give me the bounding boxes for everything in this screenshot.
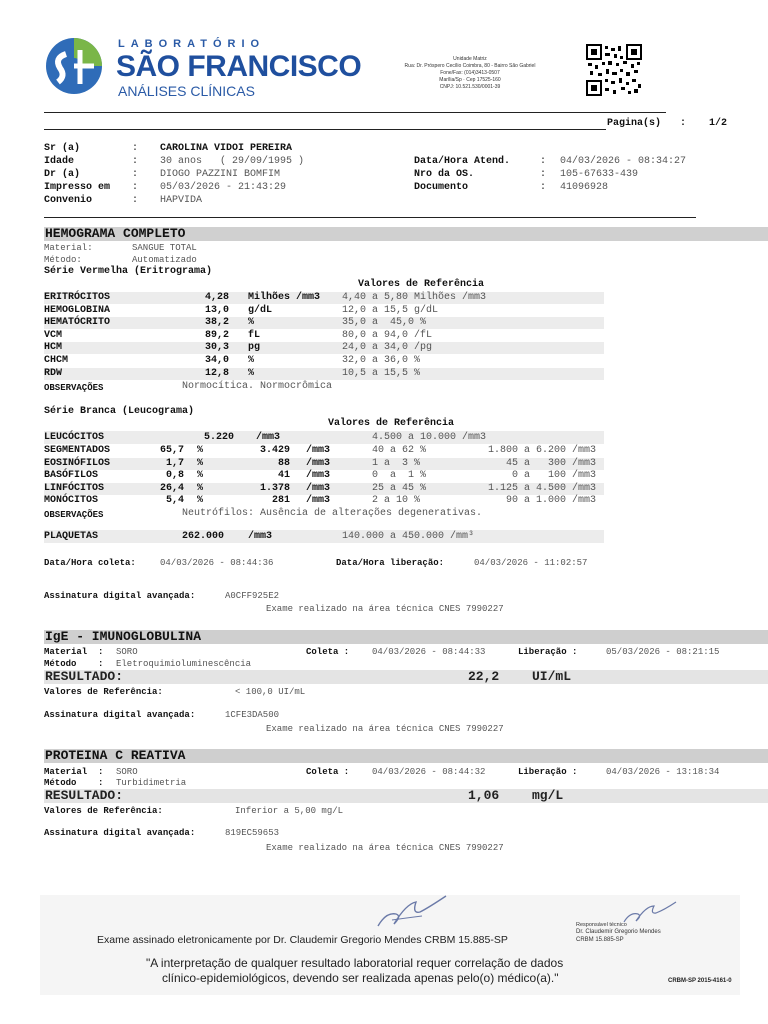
white-row-ref-abs: 0 a 100 /mm3 [511,470,596,482]
row-shade [44,292,604,304]
colon: : [132,143,139,154]
leuco-row-shade [44,431,604,444]
patient-label-plan: Convenio [44,195,93,206]
colon: : [132,169,139,180]
red-row-value: 34,0 [205,355,230,366]
white-row-pct-unit: % [197,457,204,469]
white-row-unit: /mm3 [306,470,331,482]
patient-label-doctor: Dr (a) [44,169,81,180]
handwritten-signature [372,892,452,932]
result-shade [44,789,768,803]
colon: : [98,767,104,777]
pcr-coleta: 04/03/2026 - 08:44:32 [372,767,486,777]
red-row-unit: Milhões /mm3 [248,292,321,303]
white-row-unit: /mm3 [306,445,331,456]
leuco-unit: /mm3 [256,432,281,443]
colon: : [132,195,139,206]
colon: : [98,778,104,788]
lab-logo [44,36,108,96]
ige-method: Eletroquimioluminescência [116,659,252,669]
leuco-name: LEUCÓCITOS [44,432,105,443]
white-row-unit: /mm3 [306,495,331,507]
document-label: Documento [414,182,469,193]
signature-code: A0CFF925E2 [225,591,280,601]
white-row-ref-pct: 40 a 62 % [372,445,427,456]
pcr-liberacao: 04/03/2026 - 13:18:34 [606,767,720,777]
resp-name: Dr. Claudemir Gregorio Mendes [576,929,661,935]
row-shade [44,368,604,380]
method-label: Método: [44,255,82,265]
white-row-ref-pct: 25 a 45 % [372,482,427,494]
material-value: SANGUE TOTAL [132,243,197,253]
red-obs-label: OBSERVAÇÕES [44,383,104,393]
qr-code-icon [586,44,642,96]
leuco-value: 5.220 [204,432,235,443]
white-row-pct-unit: % [197,470,204,482]
red-ref-title: Valores de Referência [358,279,485,290]
white-row-name: EOSINÓFILOS [44,457,111,469]
pcr-signature-label: Assinatura digital avançada: [44,828,196,838]
red-row-ref: 4,40 a 5,80 Milhões /mm3 [342,292,487,303]
pcr-title: PROTEINA C REATIVA [45,748,186,763]
method-value: Automatizado [132,255,197,265]
material-label: Material: [44,243,93,253]
pcr-result-unit: mg/L [532,788,564,803]
red-row-unit: % [248,317,255,329]
red-row-name: HEMATÓCRITO [44,317,111,329]
pcr-result-value: 1,06 [468,788,500,803]
leuco-ref: 4.500 a 10.000 /mm3 [372,432,487,443]
red-row-value: 13,0 [205,304,230,316]
header-divider-top [44,112,666,113]
coleta-datetime: 04/03/2026 - 08:44:36 [160,558,274,568]
colon: : [132,182,139,193]
red-row-value: 30,3 [205,342,230,354]
pcr-result-label: RESULTADO: [45,788,124,803]
resp-crbm: CRBM 15.885-SP [576,937,624,943]
patient-printed: 05/03/2026 - 21:43:29 [160,182,287,193]
white-row-name: MONÓCITOS [44,495,99,507]
white-row-name: BASÓFILOS [44,470,99,482]
disclaimer-line2: clínico-epidemiológicos, devendo ser realizada apenas pelo(o) médico(a)." [162,971,559,985]
red-row-unit: g/dL [248,304,273,316]
result-shade [44,670,768,684]
white-row-ref-pct: 0 a 1 % [372,470,427,482]
signature-icon [620,900,680,926]
unit-title: Unidade Matriz [453,56,487,62]
disclaimer-line1: "A interpretação de qualquer resultado laboratorial requer correlação de dados [146,956,564,970]
red-row-name: VCM [44,329,63,341]
ige-result-label: RESULTADO: [45,669,124,684]
lab-logo-icon [44,36,108,96]
resp-title: Responsável técnico [576,922,627,928]
document-number: 41096928 [560,182,609,193]
white-row-pct-unit: % [197,482,204,494]
signature-icon [372,892,452,932]
footer-code: CRBM-SP 2015-4161-0 [668,978,732,984]
pcr-material: SORO [116,767,138,777]
lab-name-line1: LABORATÓRIO [118,38,266,50]
pcr-ref-label: Valores de Referência: [44,806,163,816]
signed-by-note: Exame assinado eletronicamente por Dr. Claudemir Gregorio Mendes CRBM 15.885-SP [97,934,508,946]
colon: : [540,169,547,180]
ige-material: SORO [116,647,138,657]
red-row-ref: 32,0 a 36,0 % [342,355,421,366]
white-row-name: LINFÓCITOS [44,482,105,494]
white-row-ref-abs: 90 a 1.000 /mm3 [505,495,596,507]
colon: : [98,659,104,669]
unit-phone: Fone/Fax: (014)3413-0507 [440,70,500,76]
red-row-value: 38,2 [205,317,230,329]
page-label: Pagina(s) [607,118,662,129]
colon: : [540,182,547,193]
patient-label-name: Sr (a) [44,143,81,154]
red-row-ref: 12,0 a 15,5 g/dL [342,304,439,316]
page-colon: : [680,118,687,129]
row-shade [44,342,604,354]
red-row-unit: % [248,355,255,366]
white-row-ref-pct: 1 a 3 % [372,457,421,469]
red-row-unit: fL [248,329,261,341]
attend-datetime: 04/03/2026 - 08:34:27 [560,156,687,167]
patient-divider [44,217,696,218]
red-row-name: RDW [44,367,63,379]
ige-cnes-note: Exame realizado na área técnica CNES 7990227 [266,724,504,734]
ige-signature-label: Assinatura digital avançada: [44,710,196,720]
red-row-name: ERITRÓCITOS [44,292,111,303]
white-row-pct: 0,8 [165,470,184,482]
ige-ref-value: < 100,0 UI/mL [235,687,306,697]
liberacao-label: Data/Hora liberação: [336,558,445,568]
red-row-name: CHCM [44,355,69,366]
patient-age: 30 anos ( 29/09/1995 ) [160,156,305,167]
ige-material-label: Material [44,647,88,657]
red-row-name: HEMOGLOBINA [44,304,111,316]
red-row-value: 12,8 [205,367,230,379]
white-row-name: SEGMENTADOS [44,445,111,456]
patient-name: CAROLINA VIDOI PEREIRA [160,143,293,154]
ige-coleta-label: Coleta : [306,647,350,657]
pcr-cnes-note: Exame realizado na área técnica CNES 7990227 [266,843,504,853]
colon: : [132,156,139,167]
red-row-ref: 80,0 a 94,0 /fL [342,329,433,341]
signature-label: Assinatura digital avançada: [44,591,196,601]
white-row-ref-pct: 2 a 10 % [372,495,421,507]
white-row-pct: 26,4 [159,482,184,494]
patient-doctor: DIOGO PAZZINI BOMFIM [160,169,281,180]
liberacao-datetime: 04/03/2026 - 11:02:57 [474,558,588,568]
white-obs-value: Neutrófilos: Ausência de alterações degenerativas. [182,508,483,519]
red-row-unit: % [248,367,255,379]
ige-title: IgE - IMUNOGLOBULINA [45,629,202,644]
hemograma-title: HEMOGRAMA COMPLETO [45,226,186,241]
pcr-coleta-label: Coleta : [306,767,350,777]
white-row-ref-abs: 45 a 300 /mm3 [505,457,596,469]
white-row-abs: 88 [277,457,290,469]
red-row-ref: 24,0 a 34,0 /pg [342,342,433,354]
plaq-unit: /mm3 [248,531,273,542]
patient-plan: HAPVIDA [160,195,203,206]
white-row-ref-abs: 1.125 a 4.500 /mm3 [487,482,596,494]
unit-cnpj: CNPJ: 10.521.530/0001-39 [439,84,501,90]
ige-result-value: 22,2 [468,669,500,684]
white-row-abs: 41 [277,470,290,482]
pcr-ref-value: Inferior a 5,00 mg/L [235,806,344,816]
plaq-row-shade [44,530,604,543]
unit-address-block [385,56,555,91]
white-row-pct-unit: % [197,445,204,456]
white-row-unit: /mm3 [306,457,331,469]
colon: : [540,156,547,167]
pcr-method: Turbidimetria [116,778,187,788]
page-number: 1/2 [709,118,728,129]
lab-name-line2: SÃO FRANCISCO [116,50,362,83]
handwritten-signature-small [620,900,680,926]
lab-name-line3: ANÁLISES CLÍNICAS [118,83,255,99]
ige-liberacao-label: Liberação : [518,647,578,657]
ige-ref-label: Valores de Referência: [44,687,163,697]
white-ref-title: Valores de Referência [328,418,455,429]
patient-label-printed: Impresso em [44,182,111,193]
red-row-value: 4,28 [205,292,230,303]
pcr-method-label: Método [44,778,77,788]
ige-result-unit: UI/mL [532,669,572,684]
red-row-ref: 10,5 a 15,5 % [342,367,421,379]
plaq-value: 262.000 [182,531,225,542]
white-row-pct: 65,7 [159,445,184,456]
coleta-label: Data/Hora coleta: [44,558,136,568]
ige-method-label: Método [44,659,77,669]
pcr-signature-code: 819EC59653 [225,828,280,838]
os-number: 105-67633-439 [560,169,639,180]
red-series-title: Série Vermelha (Eritrograma) [44,266,213,277]
ige-liberacao: 05/03/2026 - 08:21:15 [606,647,720,657]
white-row-ref-abs: 1.800 a 6.200 /mm3 [487,445,596,456]
patient-label-age: Idade [44,156,75,167]
pcr-material-label: Material [44,767,88,777]
plaq-ref: 140.000 a 450.000 /mm³ [342,531,475,542]
cnes-note: Exame realizado na área técnica CNES 7990227 [266,604,504,614]
ige-signature-code: 1CFE3DA500 [225,710,280,720]
white-obs-label: OBSERVAÇÕES [44,510,104,520]
unit-address-line: Rua: Dr. Próspero Cecílio Coimbra, 80 - Bairro São Gabriel [404,63,536,69]
white-row-abs: 3.429 [259,445,290,456]
red-row-name: HCM [44,342,63,354]
plaq-name: PLAQUETAS [44,531,99,542]
pcr-liberacao-label: Liberação : [518,767,578,777]
header-divider-bottom [44,129,606,130]
white-row-abs: 1.378 [259,482,290,494]
white-series-title: Série Branca (Leucograma) [44,406,195,417]
white-row-pct: 1,7 [165,457,184,469]
unit-city: Marília/Sp · Cep 17525-160 [439,77,501,83]
attend-label: Data/Hora Atend. [414,156,511,167]
white-row-abs: 281 [271,495,290,507]
white-row-unit: /mm3 [306,482,331,494]
red-obs-value: Normocítica. Normocrômica [182,381,333,392]
qr-code [586,44,642,96]
red-row-ref: 35,0 a 45,0 % [342,317,427,329]
ige-coleta: 04/03/2026 - 08:44:33 [372,647,486,657]
os-label: Nro da OS. [414,169,475,180]
white-row-pct: 5,4 [165,495,184,507]
red-row-unit: pg [248,342,261,354]
red-row-value: 89,2 [205,329,230,341]
colon: : [98,647,104,657]
row-shade [44,317,604,329]
white-row-pct-unit: % [197,495,204,507]
